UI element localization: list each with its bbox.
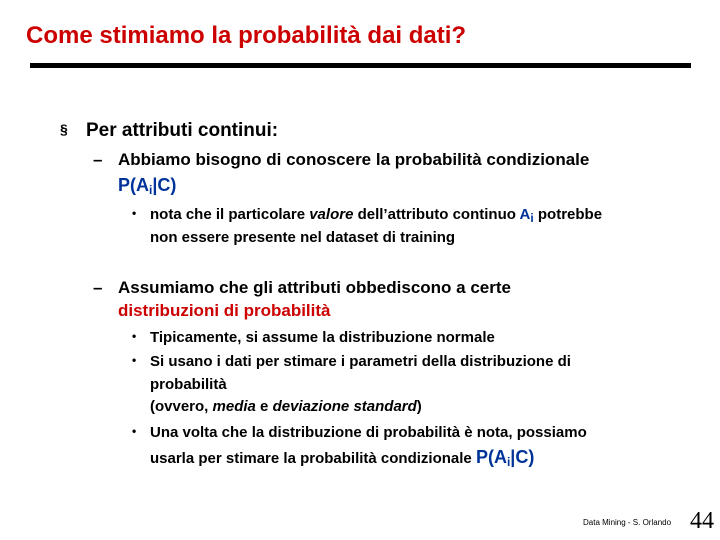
dash-marker: – <box>93 278 103 297</box>
title-rule <box>30 63 691 68</box>
dot-marker: • <box>132 206 137 220</box>
footer-credit: Data Mining - S. Orlando <box>583 518 672 527</box>
bullet-text: Per attributi continui: <box>86 120 279 141</box>
distributions-highlight: distribuzioni di probabilità <box>118 301 331 320</box>
subpoint-text: Abbiamo bisogno di conoscere la probabilità condizionale <box>118 150 590 169</box>
slide-title: Come stimiamo la probabilità dai dati? <box>26 22 467 49</box>
formula-p-ai-c: $P(A_i|C)$ <box>118 175 177 197</box>
dash-marker: – <box>93 150 103 169</box>
note-line2: non essere presente nel dataset di training <box>150 229 456 246</box>
item-estimate-line2: probabilità <box>150 376 227 393</box>
square-bullet-icon: § <box>60 121 68 137</box>
page-number: 44 <box>690 508 714 534</box>
bullet-continuous-attributes <box>60 120 278 142</box>
item-use-distribution-line2: usarla per stimare la probabilità condizionale $P(A_i|C)$ <box>150 447 535 469</box>
slide: Come stimiamo la probabilità dai dati? § Per attributi continui: – Abbiamo bisogno di conoscere la probabilità condizionale $P(A_i|C)$ • nota che il particolare valore dell’attributo continuo $A_i$ potrebbe non essere presente nel dataset di training – Assumiamo che gli attributi obbediscono a certe distribuzioni di probabilità • Tipicamente, si assume la distribuzione normale • Si usano i dati per stimare i parametri della distribuzione di probabilità (ovvero, media e deviazione standard) • Una volta che la distribuzione di probabilità è nota, possiamo usarla per stimare la probabilità condizionale $P(A_i|C)$ Data Mining - S. Orlando 44 <box>26 22 714 534</box>
dot-marker: • <box>132 353 137 367</box>
dot-marker: • <box>132 424 137 438</box>
item-estimate-line3: (ovvero, media e deviazione standard) <box>150 398 422 415</box>
dot-marker: • <box>132 329 137 343</box>
